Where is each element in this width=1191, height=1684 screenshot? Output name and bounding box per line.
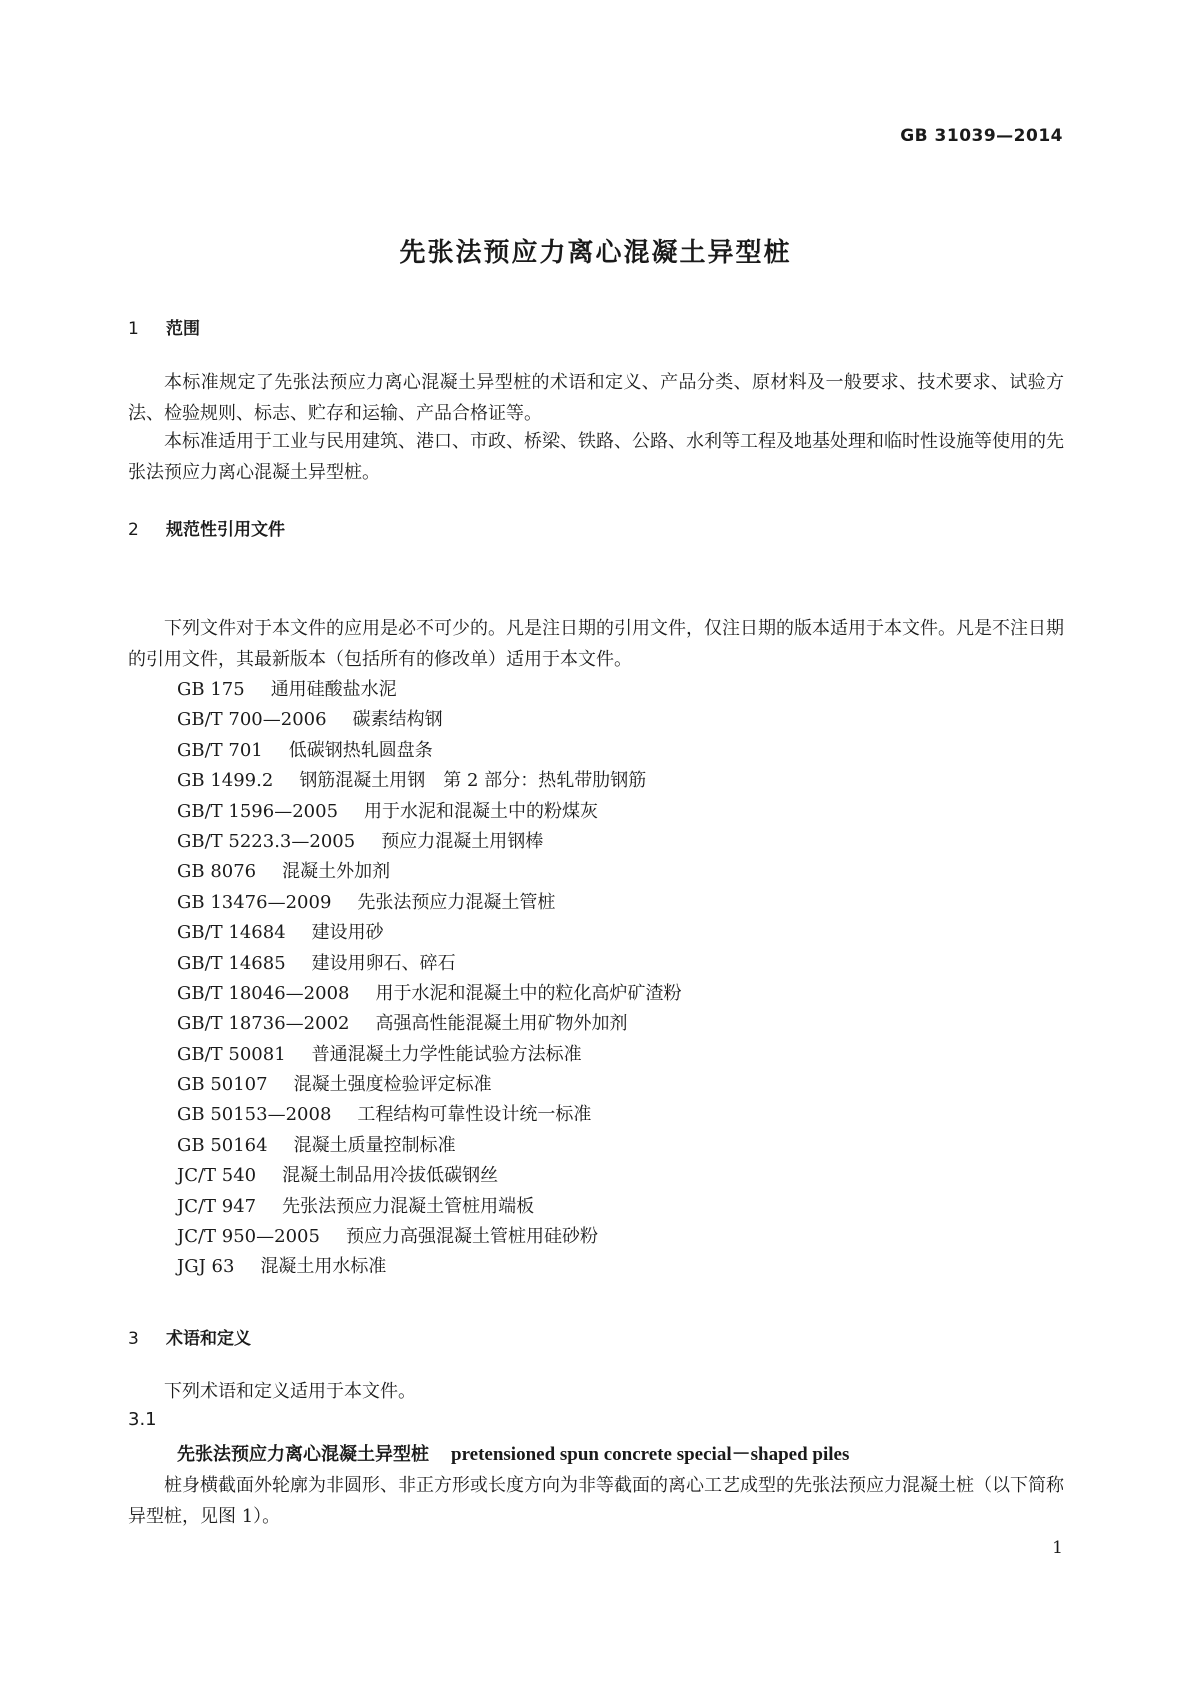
- reference-code: GB 50107: [177, 1074, 268, 1096]
- reference-title: 用于水泥和混凝土中的粉煤灰: [364, 800, 599, 822]
- reference-code: GB/T 18736—2002: [177, 1013, 350, 1035]
- list-item: [177, 736, 681, 766]
- term-number: 3.1: [128, 1409, 157, 1430]
- list-item: [177, 1100, 681, 1130]
- reference-code: GB/T 50081: [177, 1043, 286, 1065]
- reference-title: 先张法预应力混凝土管桩用端板: [282, 1195, 535, 1217]
- list-item: [177, 1252, 681, 1282]
- reference-list: [177, 675, 681, 1283]
- list-item: [177, 979, 681, 1009]
- reference-title: 混凝土质量控制标准: [293, 1134, 456, 1156]
- list-item: [177, 1222, 681, 1252]
- section-3-intro: 下列术语和定义适用于本文件。: [164, 1381, 416, 1402]
- reference-code: GB 50164: [177, 1134, 268, 1156]
- section-2-intro: 下列文件对于本文件的应用是必不可少的。凡是注日期的引用文件，仅注日期的版本适用于本文件。凡是不注日期的引用文件，其最新版本（包括所有的修改单）适用于本文件。: [128, 618, 1064, 670]
- reference-title: 建设用砂: [311, 922, 384, 944]
- reference-title: 建设用卵石、碎石: [311, 952, 456, 974]
- list-item: [177, 888, 681, 918]
- list-item: [177, 675, 681, 705]
- reference-title: 碳素结构钢: [352, 709, 443, 731]
- reference-title: 预应力高强混凝土管桩用硅砂粉: [345, 1226, 598, 1248]
- section-2-number: 2: [128, 520, 139, 540]
- list-item: [177, 1131, 681, 1161]
- reference-title: 预应力混凝土用钢棒: [381, 830, 544, 852]
- reference-title: 钢筋混凝土用钢 第 2 部分：热轧带肋钢筋: [299, 770, 647, 792]
- list-item: [177, 705, 681, 735]
- list-item: [177, 1040, 681, 1070]
- list-item: [177, 949, 681, 979]
- section-1-number: 1: [128, 319, 139, 339]
- section-2-heading: [128, 515, 285, 540]
- reference-code: JC/T 947: [177, 1195, 257, 1217]
- reference-title: 混凝土外加剂: [282, 861, 391, 883]
- reference-title: 高强高性能混凝土用矿物外加剂: [375, 1013, 628, 1035]
- reference-code: JC/T 950—2005: [177, 1226, 320, 1248]
- reference-title: 工程结构可靠性设计统一标准: [357, 1104, 592, 1126]
- section-2-title: 规范性引用文件: [166, 520, 285, 540]
- reference-title: 混凝土制品用冷拔低碳钢丝: [282, 1165, 499, 1187]
- reference-code: JC/T 540: [177, 1165, 257, 1187]
- reference-title: 先张法预应力混凝土管桩: [357, 891, 556, 913]
- list-item: [177, 918, 681, 948]
- standard-number: GB 31039—2014: [900, 126, 1063, 146]
- reference-code: GB/T 14685: [177, 952, 286, 974]
- reference-code: GB 50153—2008: [177, 1104, 332, 1126]
- reference-title: 低碳钢热轧圆盘条: [288, 739, 433, 761]
- reference-code: GB/T 5223.3—2005: [177, 830, 356, 852]
- list-item: [177, 1009, 681, 1039]
- term-name-chinese: 先张法预应力离心混凝土异型桩: [177, 1444, 429, 1465]
- section-3-title: 术语和定义: [166, 1329, 251, 1349]
- section-1-paragraph-1: 本标准规定了先张法预应力离心混凝土异型桩的术语和定义、产品分类、原材料及一般要求、技术要求、试验方法、检验规则、标志、贮存和运输、产品合格证等。: [128, 372, 1064, 424]
- term-definition: 桩身横截面外轮廓为非圆形、非正方形或长度方向为非等截面的离心工艺成型的先张法预应力混凝土桩（以下简称异型桩，见图 1）。: [128, 1475, 1064, 1527]
- reference-title: 混凝土用水标准: [260, 1256, 387, 1278]
- list-item: [177, 827, 681, 857]
- reference-code: GB 1499.2: [177, 770, 274, 792]
- list-item: [177, 797, 681, 827]
- section-3-heading: [128, 1324, 251, 1349]
- reference-code: GB 175: [177, 679, 245, 700]
- reference-title: 普通混凝土力学性能试验方法标准: [311, 1043, 582, 1065]
- term-name-english: pretensioned spun concrete special－shaped piles: [451, 1444, 850, 1465]
- reference-title: 混凝土强度检验评定标准: [293, 1074, 492, 1096]
- section-1-paragraph-2: 本标准适用于工业与民用建筑、港口、市政、桥梁、铁路、公路、水利等工程及地基处理和临时性设施等使用的先张法预应力离心混凝土异型桩。: [128, 431, 1064, 483]
- section-1-title: 范围: [166, 319, 200, 339]
- document-title: 先张法预应力离心混凝土异型桩: [399, 238, 792, 268]
- reference-code: GB/T 18046—2008: [177, 982, 350, 1004]
- section-3-number: 3: [128, 1329, 139, 1349]
- reference-code: GB/T 701: [177, 739, 263, 761]
- list-item: [177, 857, 681, 887]
- reference-title: 用于水泥和混凝土中的粒化高炉矿渣粉: [375, 982, 682, 1004]
- list-item: [177, 766, 681, 796]
- reference-title: 通用硅酸盐水泥: [270, 679, 397, 700]
- reference-code: GB 13476—2009: [177, 891, 332, 913]
- term-heading: [177, 1439, 849, 1466]
- list-item: [177, 1161, 681, 1191]
- list-item: [177, 1192, 681, 1222]
- reference-code: GB/T 1596—2005: [177, 800, 339, 822]
- section-1-heading: [128, 314, 200, 339]
- reference-code: GB 8076: [177, 861, 257, 883]
- list-item: [177, 1070, 681, 1100]
- reference-code: JGJ 63: [177, 1256, 235, 1278]
- reference-code: GB/T 700—2006: [177, 709, 327, 731]
- page-number: 1: [1052, 1538, 1063, 1558]
- reference-code: GB/T 14684: [177, 922, 286, 944]
